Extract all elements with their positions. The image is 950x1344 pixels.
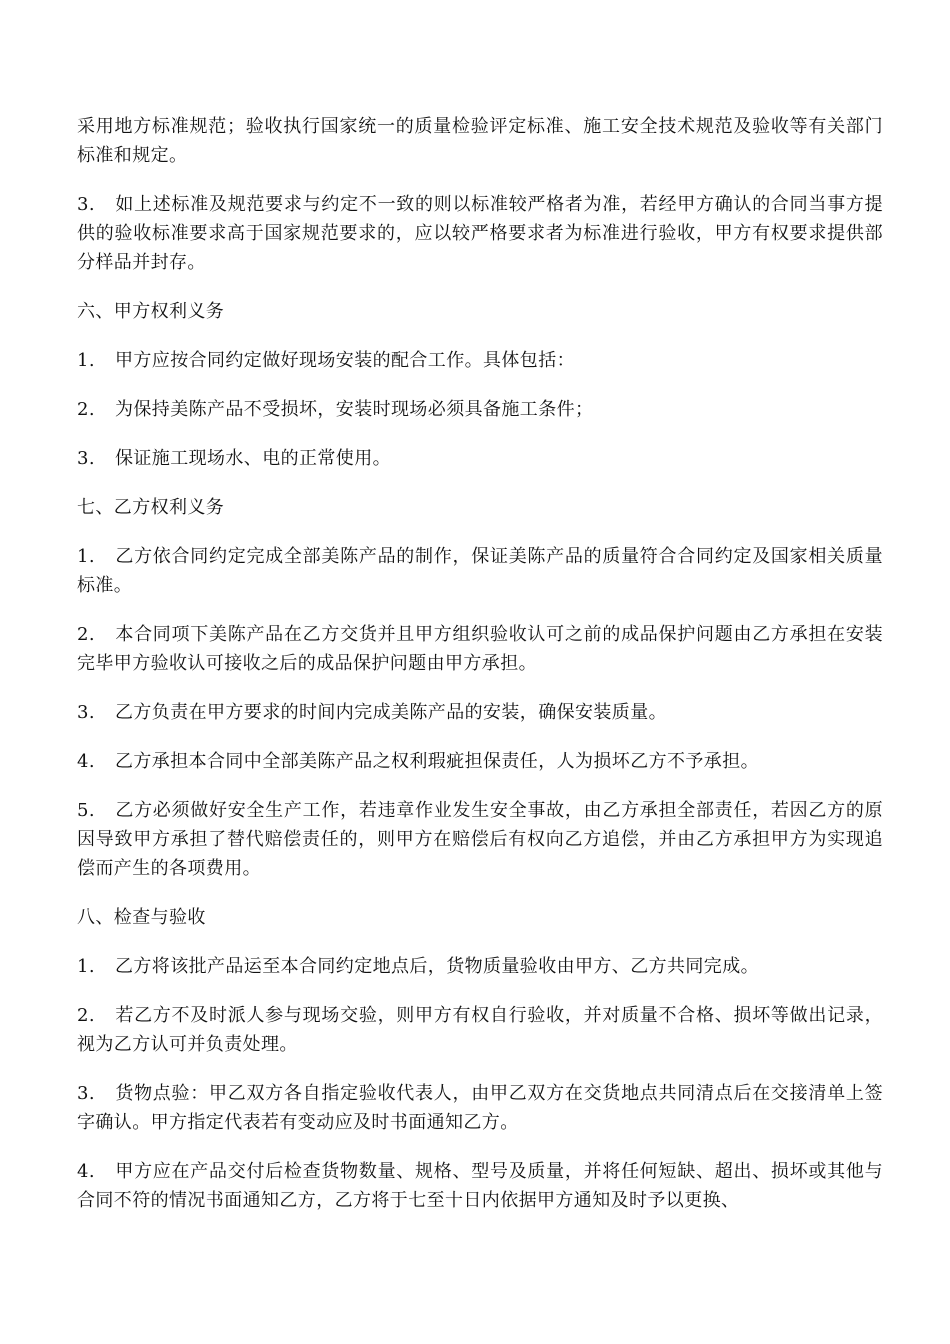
item-number: 1.	[77, 350, 95, 371]
item-number: 3.	[77, 448, 95, 469]
item-number: 1.	[77, 546, 95, 567]
paragraph	[77, 620, 883, 678]
item-number: 3.	[77, 1083, 95, 1104]
paragraph	[77, 395, 883, 424]
paragraph	[77, 444, 883, 473]
item-number: 2.	[77, 399, 95, 420]
paragraph-text: 乙方必须做好安全生产工作，若违章作业发生安全事故，由乙方承担全部责任，若因乙方的原因导致甲方承担了替代赔偿责任的，则甲方在赔偿后有权向乙方追偿，并由乙方承担甲方为实现追偿而产生的各项费用。	[77, 800, 883, 879]
paragraph-text: 本合同项下美陈产品在乙方交货并且甲方组织验收认可之前的成品保护问题由乙方承担在安装完毕甲方验收认可接收之后的成品保护问题由甲方承担。	[77, 624, 883, 674]
paragraph-text: 如上述标准及规范要求与约定不一致的则以标准较严格者为准，若经甲方确认的合同当事方提供的验收标准要求高于国家规范要求的，应以较严格要求者为标准进行验收，甲方有权要求提供部分样品并封存。	[77, 194, 883, 273]
paragraph-text: 货物点验：甲乙双方各自指定验收代表人，由甲乙双方在交货地点共同清点后在交接清单上签字确认。甲方指定代表若有变动应及时书面通知乙方。	[77, 1083, 883, 1133]
section-heading	[77, 493, 883, 522]
item-number: 1.	[77, 956, 95, 977]
paragraph-text: 为保持美陈产品不受损坏，安装时现场必须具备施工条件；	[115, 399, 594, 420]
paragraph-text: 乙方负责在甲方要求的时间内完成美陈产品的安装，确保安装质量。	[115, 702, 667, 723]
paragraph	[77, 952, 883, 981]
heading-text: 六、甲方权利义务	[77, 301, 225, 322]
paragraph	[77, 747, 883, 776]
paragraph	[77, 698, 883, 727]
paragraph	[77, 1079, 883, 1137]
paragraph-text: 乙方将该批产品运至本合同约定地点后，货物质量验收由甲方、乙方共同完成。	[115, 956, 759, 977]
heading-text: 八、检查与验收	[77, 907, 206, 928]
section-heading	[77, 297, 883, 326]
paragraph-text: 若乙方不及时派人参与现场交验，则甲方有权自行验收，并对质量不合格、损坏等做出记录，视为乙方认可并负责处理。	[77, 1005, 883, 1055]
item-number: 2.	[77, 624, 95, 645]
item-number: 3.	[77, 702, 95, 723]
heading-text: 七、乙方权利义务	[77, 497, 225, 518]
paragraph-text: 乙方依合同约定完成全部美陈产品的制作，保证美陈产品的质量符合合同约定及国家相关质量标准。	[77, 546, 883, 596]
item-number: 4.	[77, 751, 95, 772]
paragraph	[77, 796, 883, 883]
section-heading	[77, 903, 883, 932]
paragraph	[77, 112, 883, 170]
paragraph	[77, 542, 883, 600]
paragraph-text: 甲方应在产品交付后检查货物数量、规格、型号及质量，并将任何短缺、超出、损坏或其他与合同不符的情况书面通知乙方，乙方将于七至十日内依据甲方通知及时予以更换、	[77, 1161, 883, 1211]
paragraph-text: 采用地方标准规范；验收执行国家统一的质量检验评定标准、施工安全技术规范及验收等有关部门标准和规定。	[77, 116, 883, 166]
paragraph-text: 甲方应按合同约定做好现场安装的配合工作。具体包括：	[115, 350, 575, 371]
paragraph	[77, 190, 883, 277]
paragraph	[77, 1001, 883, 1059]
paragraph-text: 乙方承担本合同中全部美陈产品之权利瑕疵担保责任，人为损坏乙方不予承担。	[115, 751, 759, 772]
item-number: 4.	[77, 1161, 95, 1182]
paragraph	[77, 1157, 883, 1215]
item-number: 5.	[77, 800, 95, 821]
paragraph	[77, 346, 883, 375]
item-number: 2.	[77, 1005, 95, 1026]
item-number: 3.	[77, 194, 95, 215]
document-body	[77, 112, 883, 1235]
paragraph-text: 保证施工现场水、电的正常使用。	[115, 448, 391, 469]
